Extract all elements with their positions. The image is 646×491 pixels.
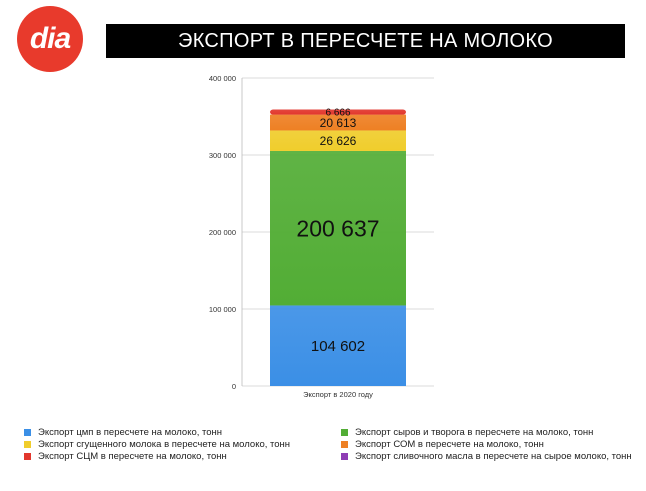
y-tick-label: 400 000 [208, 74, 236, 83]
logo-text: dia [29, 22, 71, 55]
legend-swatch [24, 441, 31, 448]
data-label: 200 637 [296, 215, 380, 242]
legend-label: Экспорт сыров и творога в пересчете на молоко, тонн [355, 427, 594, 438]
legend-swatch [24, 429, 31, 436]
data-label: 26 626 [319, 134, 357, 149]
legend-label: Экспорт СЦМ в пересчете на молоко, тонн [38, 451, 227, 462]
legend-item-butter [341, 451, 632, 462]
y-tick-label: 100 000 [208, 305, 236, 314]
legend-swatch [341, 441, 348, 448]
y-tick-label: 200 000 [208, 228, 236, 237]
legend-label: Экспорт сливочного масла в пересчете на сырое молоко, тонн [355, 451, 632, 462]
data-label: 20 613 [319, 115, 357, 130]
chart-title: ЭКСПОРТ В ПЕРЕСЧЕТЕ НА МОЛОКО [178, 29, 553, 52]
legend-item-som [341, 439, 544, 450]
legend-swatch [341, 429, 348, 436]
legend-swatch [24, 453, 31, 460]
data-label: 104 602 [310, 338, 366, 356]
legend-label: Экспорт цмп в пересчете на молоко, тонн [38, 427, 223, 438]
chart-legend [24, 427, 634, 467]
y-tick-label: 0 [231, 382, 236, 391]
legend-label: Экспорт сгущенного молока в пересчете на молоко, тонн [38, 439, 291, 450]
legend-item-cmp [24, 427, 222, 438]
legend-swatch [341, 453, 348, 460]
legend-item-cheese [341, 427, 593, 438]
legend-item-condensed [24, 439, 290, 450]
y-tick-label: 300 000 [208, 151, 236, 160]
legend-label: Экспорт СОМ в пересчете на молоко, тонн [355, 439, 544, 450]
legend-item-scm [24, 451, 227, 462]
x-tick-label: Экспорт в 2020 году [303, 390, 373, 399]
data-label: 6 666 [325, 107, 351, 119]
